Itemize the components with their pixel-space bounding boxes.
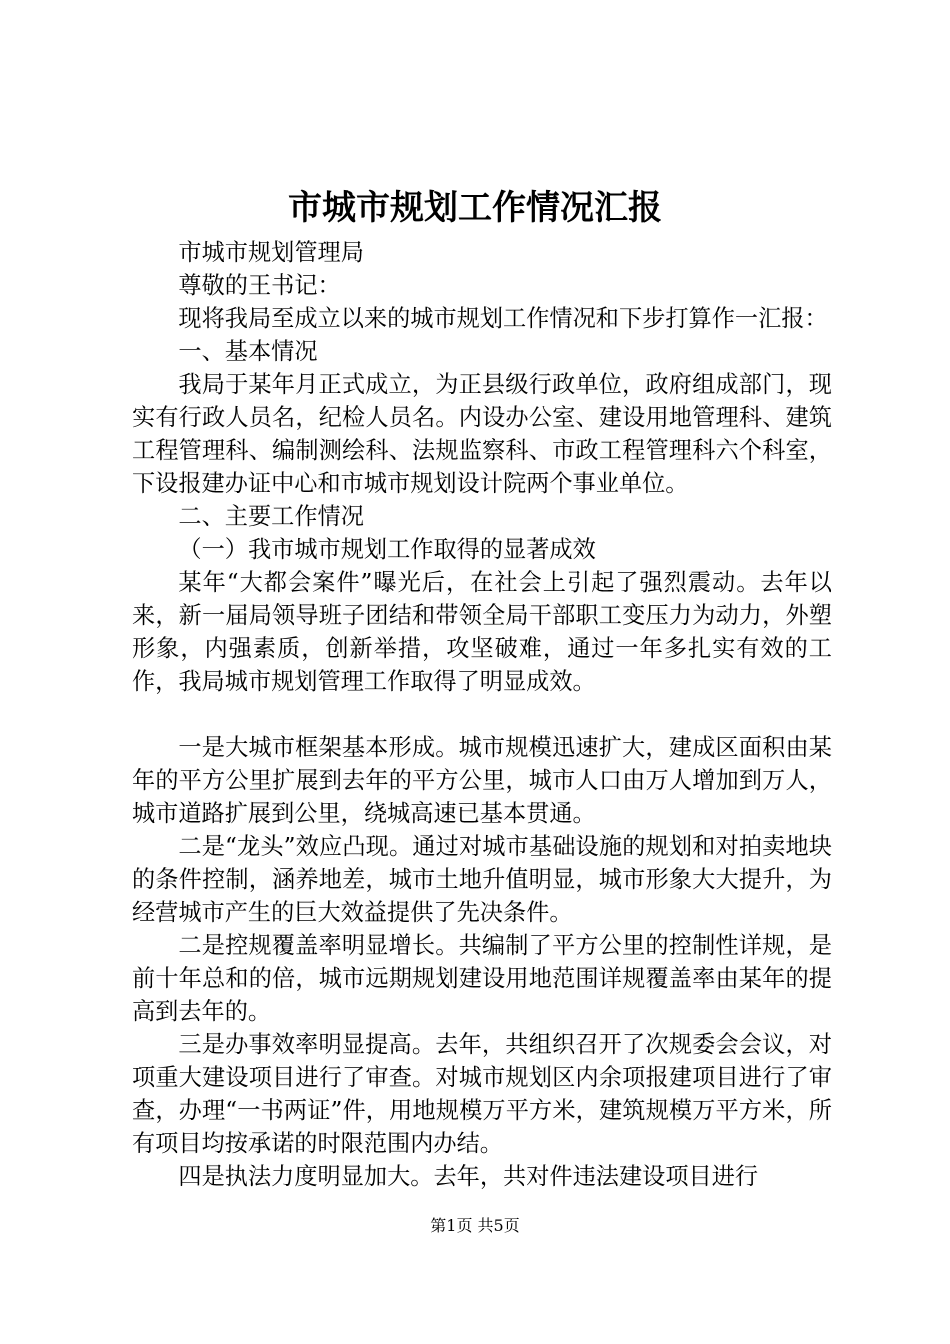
intro-paragraph: 现将我局至成立以来的城市规划工作情况和下步打算作一汇报：: [178, 305, 828, 332]
document-body: [132, 236, 832, 1193]
page-footer: 第1页 共5页: [430, 1216, 520, 1235]
subsection-heading-achievements: （一）我市城市规划工作取得的显著成效: [178, 536, 596, 563]
point-paragraph: 二是“龙头”效应凸现。通过对城市基础设施的规划和对拍卖地块的条件控制，涵养地差，城市土地升值明显，城市形象大大提升，为经营城市产生的巨大效益提供了先决条件。: [132, 833, 832, 926]
salutation: 尊敬的王书记：: [178, 272, 341, 299]
document-title: 市城市规划工作情况汇报: [288, 188, 662, 228]
section-heading-basic: 一、基本情况: [178, 338, 318, 365]
point-paragraph: 四是执法力度明显加大。去年，共对件违法建设项目进行: [178, 1163, 759, 1190]
point-paragraph: 一是大城市框架基本形成。城市规模迅速扩大，建成区面积由某年的平方公里扩展到去年的平方公里，城市人口由万人增加到万人，城市道路扩展到公里，绕城高速已基本贯通。: [132, 734, 832, 827]
issuer-line: 市城市规划管理局: [178, 239, 364, 266]
point-paragraph: 三是办事效率明显提高。去年，共组织召开了次规委会会议，对项重大建设项目进行了审查。对城市规划区内余项报建项目进行了审查，办理“一书两证”件，用地规模万平方米，建筑规模万平方米，所有项目均按承诺的时限范围内办结。: [132, 1031, 832, 1157]
achievements-paragraph: 某年“大都会案件”曝光后，在社会上引起了强烈震动。去年以来，新一届局领导班子团结和带领全局干部职工变压力为动力，外塑形象，内强素质，创新举措，攻坚破难，通过一年多扎实有效的工作，我局城市规划管理工作取得了明显成效。: [132, 569, 832, 695]
section-heading-main-work: 二、主要工作情况: [178, 503, 364, 530]
point-paragraph: 二是控规覆盖率明显增长。共编制了平方公里的控制性详规，是前十年总和的倍，城市远期规划建设用地范围详规覆盖率由某年的提高到去年的。: [132, 932, 832, 1025]
basic-info-paragraph: 我局于某年月正式成立，为正县级行政单位，政府组成部门，现实有行政人员名，纪检人员名。内设办公室、建设用地管理科、建筑工程管理科、编制测绘科、法规监察科、市政工程管理科六个科室，下设报建办证中心和市城市规划设计院两个事业单位。: [132, 371, 832, 497]
